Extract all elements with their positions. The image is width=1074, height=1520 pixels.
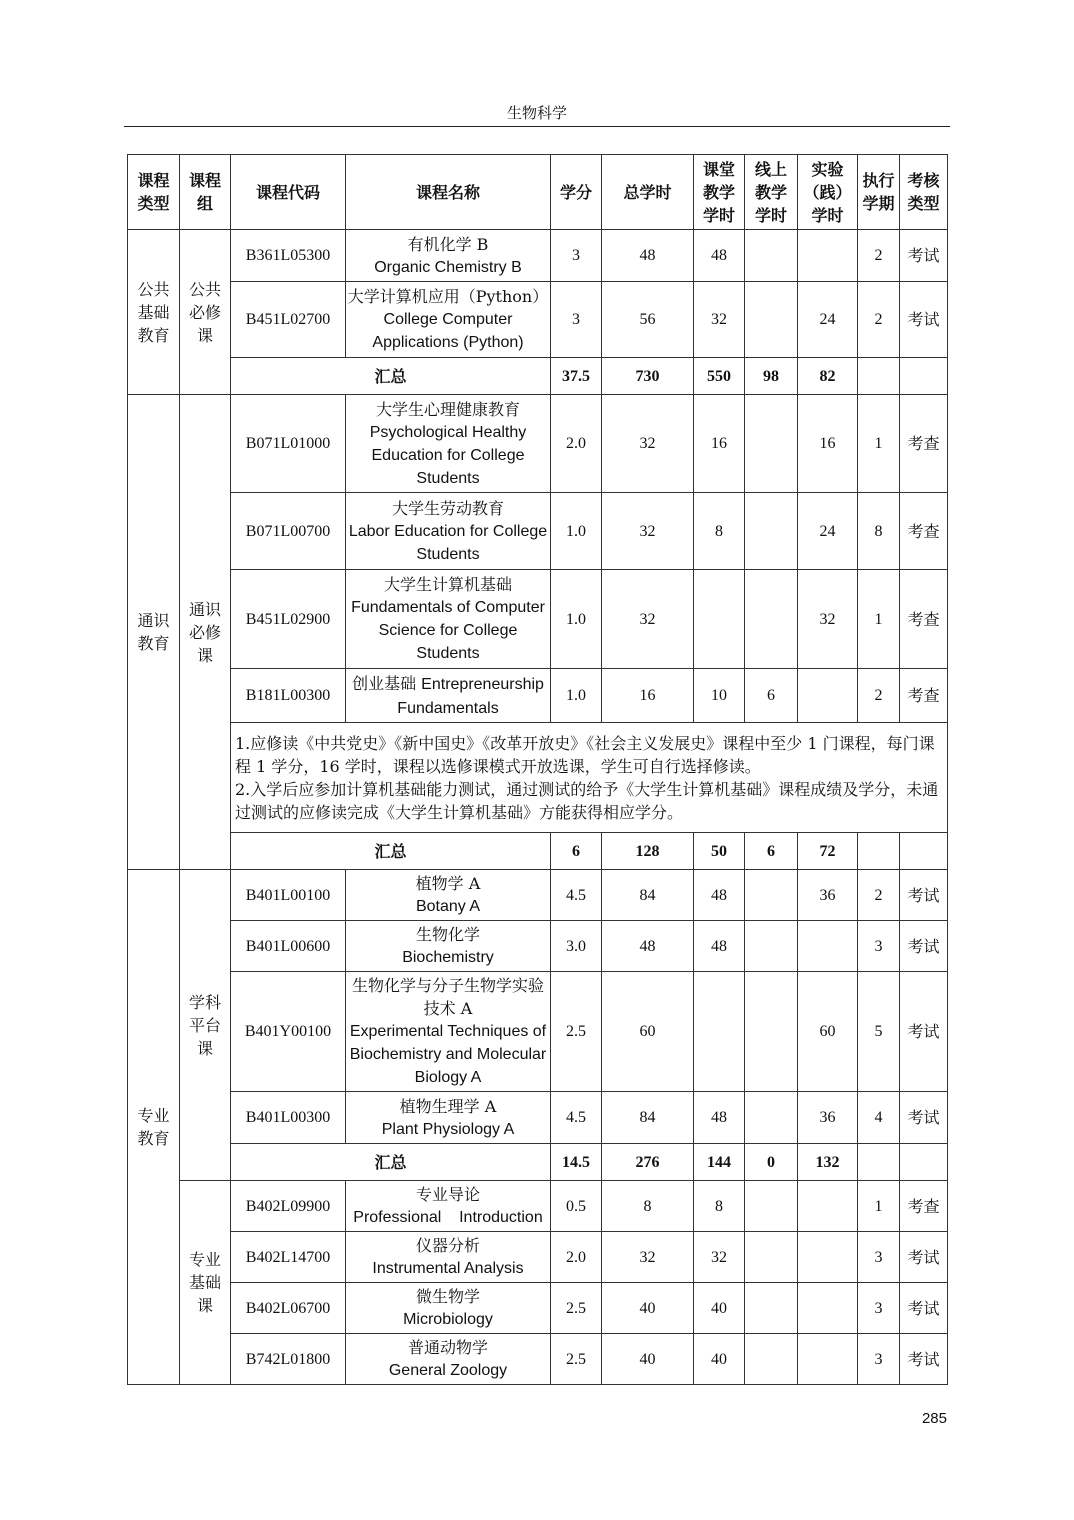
course-type-cell	[128, 230, 180, 395]
summary-online: 98	[745, 358, 798, 395]
lab-hours	[798, 669, 858, 723]
credit: 1.0	[551, 493, 602, 570]
credit: 4.5	[551, 870, 602, 921]
table-row	[128, 870, 948, 921]
term: 3	[858, 1334, 900, 1385]
course-name-cn: 仪器分析	[415, 1236, 480, 1255]
course-name-cn: 大学生劳动教育	[391, 498, 504, 518]
col-header-label: 课程代码	[255, 182, 320, 202]
term: 3	[858, 1283, 900, 1334]
course-name	[346, 1181, 551, 1232]
table-row	[128, 1181, 948, 1232]
course-name-en: Instrumental Analysis	[372, 1260, 524, 1277]
col-header-label: 课程名称	[415, 182, 480, 202]
course-name-en: Experimental Techniques of Biochemistry and Molecular Biology A	[349, 1023, 547, 1086]
summary-total: 128	[602, 833, 694, 870]
exam-type: 考试	[900, 282, 948, 358]
total-hours: 16	[602, 669, 694, 723]
col-header-label: 实验 （践） 学时	[803, 159, 852, 225]
course-group-cell	[180, 395, 231, 870]
total-hours: 40	[602, 1334, 694, 1385]
lab-hours: 16	[798, 395, 858, 493]
course-code: B401L00300	[231, 1092, 346, 1144]
exam-type: 考查	[900, 395, 948, 493]
credit: 2.5	[551, 972, 602, 1092]
course-group: 通识 必修 课	[188, 599, 221, 665]
class-hours: 48	[694, 870, 745, 921]
course-name	[346, 570, 551, 669]
table-row	[128, 669, 948, 723]
page-header: 生物科学	[124, 100, 950, 127]
course-name	[346, 395, 551, 493]
total-hours: 32	[602, 1232, 694, 1283]
total-hours: 56	[602, 282, 694, 358]
course-name-cn: 大学生心理健康教育	[375, 399, 520, 419]
summary-credit: 6	[551, 833, 602, 870]
course-name-en: College Computer Applications (Python)	[372, 311, 524, 351]
course-name-en: Psychological Healthy Education for College Students	[369, 423, 527, 487]
course-group-cell	[180, 1181, 231, 1385]
lab-hours: 60	[798, 972, 858, 1092]
summary-credit: 37.5	[551, 358, 602, 395]
table-row	[128, 1334, 948, 1385]
summary-row	[128, 1144, 948, 1181]
total-hours: 48	[602, 230, 694, 282]
term: 5	[858, 972, 900, 1092]
course-name-en: Labor Education for College Students	[348, 522, 548, 563]
term: 1	[858, 570, 900, 669]
class-hours: 16	[694, 395, 745, 493]
credit: 2.0	[551, 1232, 602, 1283]
term: 8	[858, 493, 900, 570]
summary-term	[858, 358, 900, 395]
table-row	[128, 570, 948, 669]
col-header-label: 课程 组	[188, 171, 221, 213]
summary-online: 0	[745, 1144, 798, 1181]
summary-lab: 132	[798, 1144, 858, 1181]
credit: 3	[551, 282, 602, 358]
course-name-cn: 生物化学与分子生物学实验技术 A	[351, 976, 544, 1018]
table-row	[128, 972, 948, 1092]
summary-row	[128, 358, 948, 395]
term: 2	[858, 870, 900, 921]
online-hours	[745, 1334, 798, 1385]
class-hours: 8	[694, 1181, 745, 1232]
total-hours: 48	[602, 921, 694, 972]
credit: 2.0	[551, 395, 602, 493]
course-name	[346, 870, 551, 921]
note-item: 1.应修读《中共党史》《新中国史》《改革开放史》《社会主义发展史》课程中至少 1 门课程，每门课程 1 学分，16 学时，课程以选修课模式开放选课，学生可自行选择修读。	[235, 733, 935, 776]
total-hours: 60	[602, 972, 694, 1092]
credit: 1.0	[551, 570, 602, 669]
course-code: B742L01800	[231, 1334, 346, 1385]
note-item: 2.入学后应参加计算机基础能力测试，通过测试的给予《大学生计算机基础》课程成绩及学分，未通过测试的应修读完成《大学生计算机基础》方能获得相应学分。	[235, 779, 939, 822]
col-header	[798, 155, 858, 230]
course-code: B451L02700	[231, 282, 346, 358]
online-hours	[745, 921, 798, 972]
course-code: B361L05300	[231, 230, 346, 282]
online-hours	[745, 870, 798, 921]
online-hours	[745, 282, 798, 358]
course-name-en: General Zoology	[388, 1362, 508, 1379]
col-header	[180, 155, 231, 230]
course-code: B071L01000	[231, 395, 346, 493]
class-hours: 48	[694, 921, 745, 972]
course-name-cn: 生物化学	[415, 925, 480, 944]
col-header	[858, 155, 900, 230]
online-hours	[745, 972, 798, 1092]
summary-total: 730	[602, 358, 694, 395]
course-group-cell	[180, 230, 231, 395]
course-name-cn: 大学生计算机基础	[383, 575, 512, 594]
course-type-cell	[128, 870, 180, 1385]
course-name-en: Organic Chemistry B	[374, 258, 522, 276]
course-name-cn: 专业导论	[415, 1185, 480, 1204]
lab-hours	[798, 1334, 858, 1385]
summary-label: 汇总	[231, 1144, 551, 1181]
course-code: B402L14700	[231, 1232, 346, 1283]
course-code: B401L00600	[231, 921, 346, 972]
col-header-label: 考核 类型	[907, 171, 940, 213]
course-group: 学科 平台 课	[188, 992, 221, 1058]
course-name-en: Plant Physiology A	[381, 1120, 515, 1138]
col-header	[745, 155, 798, 230]
term: 2	[858, 669, 900, 723]
term: 2	[858, 282, 900, 358]
course-code: B181L00300	[231, 669, 346, 723]
table-row	[128, 282, 948, 358]
total-hours: 40	[602, 1283, 694, 1334]
course-type: 公共 基础 教育	[137, 279, 170, 345]
col-header	[346, 155, 551, 230]
lab-hours: 36	[798, 1092, 858, 1144]
lab-hours: 32	[798, 570, 858, 669]
course-name	[346, 1232, 551, 1283]
summary-online: 6	[745, 833, 798, 870]
course-name	[346, 1283, 551, 1334]
exam-type: 考试	[900, 230, 948, 282]
exam-type: 考查	[900, 570, 948, 669]
exam-type: 考试	[900, 972, 948, 1092]
credit: 3	[551, 230, 602, 282]
lab-hours	[798, 1181, 858, 1232]
col-header	[231, 155, 346, 230]
exam-type: 考试	[900, 1283, 948, 1334]
exam-type: 考查	[900, 493, 948, 570]
course-name-cn: 植物学 A	[415, 874, 481, 893]
exam-type: 考试	[900, 1334, 948, 1385]
course-name-en: Botany A	[415, 898, 481, 915]
course-name	[346, 1092, 551, 1144]
summary-lab: 82	[798, 358, 858, 395]
table-row	[128, 230, 948, 282]
col-header	[694, 155, 745, 230]
online-hours	[745, 395, 798, 493]
exam-type: 考查	[900, 1181, 948, 1232]
credit: 0.5	[551, 1181, 602, 1232]
summary-label: 汇总	[231, 358, 551, 395]
credit: 4.5	[551, 1092, 602, 1144]
notes-row	[128, 723, 948, 833]
page-number: 285	[921, 1410, 947, 1427]
summary-class: 144	[694, 1144, 745, 1181]
col-header	[602, 155, 694, 230]
class-hours: 48	[694, 1092, 745, 1144]
course-name-en: Microbiology	[403, 1311, 493, 1328]
notes-cell	[231, 723, 948, 833]
online-hours	[745, 1092, 798, 1144]
total-hours: 32	[602, 570, 694, 669]
exam-type: 考试	[900, 921, 948, 972]
summary-credit: 14.5	[551, 1144, 602, 1181]
summary-exam	[900, 833, 948, 870]
summary-exam	[900, 1144, 948, 1181]
class-hours: 40	[694, 1283, 745, 1334]
course-code: B451L02900	[231, 570, 346, 669]
class-hours: 40	[694, 1334, 745, 1385]
exam-type: 考查	[900, 669, 948, 723]
online-hours	[745, 230, 798, 282]
summary-row	[128, 833, 948, 870]
table-row	[128, 1232, 948, 1283]
course-group-cell	[180, 870, 231, 1181]
term: 3	[858, 921, 900, 972]
lab-hours: 24	[798, 493, 858, 570]
lab-hours	[798, 921, 858, 972]
course-name-cn: 大学计算机应用（Python）	[347, 287, 549, 306]
summary-exam	[900, 358, 948, 395]
table-row	[128, 395, 948, 493]
summary-class: 550	[694, 358, 745, 395]
course-type-cell	[128, 395, 180, 870]
term: 1	[858, 1181, 900, 1232]
col-header	[551, 155, 602, 230]
course-code: B401Y00100	[231, 972, 346, 1092]
online-hours	[745, 1181, 798, 1232]
col-header-label: 课程 类型	[137, 171, 170, 213]
class-hours: 32	[694, 282, 745, 358]
course-name	[346, 921, 551, 972]
lab-hours	[798, 1232, 858, 1283]
course-type: 通识 教育	[137, 611, 170, 653]
total-hours: 8	[602, 1181, 694, 1232]
online-hours	[745, 1283, 798, 1334]
lab-hours	[798, 230, 858, 282]
course-name-en: Biochemistry	[402, 949, 494, 966]
table-row	[128, 493, 948, 570]
class-hours: 10	[694, 669, 745, 723]
summary-label: 汇总	[231, 833, 551, 870]
exam-type: 考试	[900, 870, 948, 921]
course-name-en: Professional Introduction	[353, 1209, 543, 1226]
course-table	[127, 154, 948, 1385]
course-name	[346, 972, 551, 1092]
course-code: B402L09900	[231, 1181, 346, 1232]
lab-hours: 24	[798, 282, 858, 358]
summary-term	[858, 833, 900, 870]
course-code: B402L06700	[231, 1283, 346, 1334]
summary-total: 276	[602, 1144, 694, 1181]
total-hours: 84	[602, 1092, 694, 1144]
class-hours: 48	[694, 230, 745, 282]
course-name	[346, 230, 551, 282]
course-name	[346, 282, 551, 358]
col-header-label: 学分	[559, 182, 592, 202]
term: 1	[858, 395, 900, 493]
course-name-cn: 植物生理学 A	[399, 1096, 497, 1116]
summary-term	[858, 1144, 900, 1181]
online-hours: 6	[745, 669, 798, 723]
course-group: 公共 必修 课	[188, 279, 221, 345]
credit: 2.5	[551, 1334, 602, 1385]
online-hours	[745, 1232, 798, 1283]
col-header	[900, 155, 948, 230]
term: 2	[858, 230, 900, 282]
course-code: B401L00100	[231, 870, 346, 921]
total-hours: 84	[602, 870, 694, 921]
total-hours: 32	[602, 395, 694, 493]
summary-class: 50	[694, 833, 745, 870]
exam-type: 考试	[900, 1092, 948, 1144]
credit: 3.0	[551, 921, 602, 972]
course-name	[346, 1334, 551, 1385]
course-name-en: Fundamentals of Computer Science for College Students	[351, 599, 545, 662]
course-name-cn: 微生物学	[415, 1287, 480, 1306]
col-header-label: 总学时	[623, 182, 672, 202]
course-name-cn: 有机化学 B	[407, 234, 489, 254]
course-name-cn: 创业基础	[352, 673, 417, 693]
col-header	[128, 155, 180, 230]
course-name	[346, 669, 551, 723]
course-type: 专业 教育	[137, 1106, 170, 1148]
lab-hours	[798, 1283, 858, 1334]
online-hours	[745, 570, 798, 669]
online-hours	[745, 493, 798, 570]
table-row	[128, 1092, 948, 1144]
exam-type: 考试	[900, 1232, 948, 1283]
col-header-label: 执行 学期	[862, 171, 895, 213]
summary-lab: 72	[798, 833, 858, 870]
col-header-label: 线上 教学 学时	[754, 159, 787, 225]
class-hours	[694, 570, 745, 669]
term: 4	[858, 1092, 900, 1144]
credit: 1.0	[551, 669, 602, 723]
course-name-en: Entrepreneurship Fundamentals	[397, 675, 544, 717]
course-name	[346, 493, 551, 570]
course-name-cn: 普通动物学	[407, 1338, 488, 1357]
class-hours	[694, 972, 745, 1092]
table-row	[128, 1283, 948, 1334]
col-header-label: 课堂 教学 学时	[702, 159, 735, 225]
total-hours: 32	[602, 493, 694, 570]
course-code: B071L00700	[231, 493, 346, 570]
lab-hours: 36	[798, 870, 858, 921]
course-group: 专业 基础 课	[188, 1250, 221, 1315]
credit: 2.5	[551, 1283, 602, 1334]
table-header-row	[128, 155, 948, 230]
class-hours: 8	[694, 493, 745, 570]
table-row	[128, 921, 948, 972]
class-hours: 32	[694, 1232, 745, 1283]
term: 3	[858, 1232, 900, 1283]
